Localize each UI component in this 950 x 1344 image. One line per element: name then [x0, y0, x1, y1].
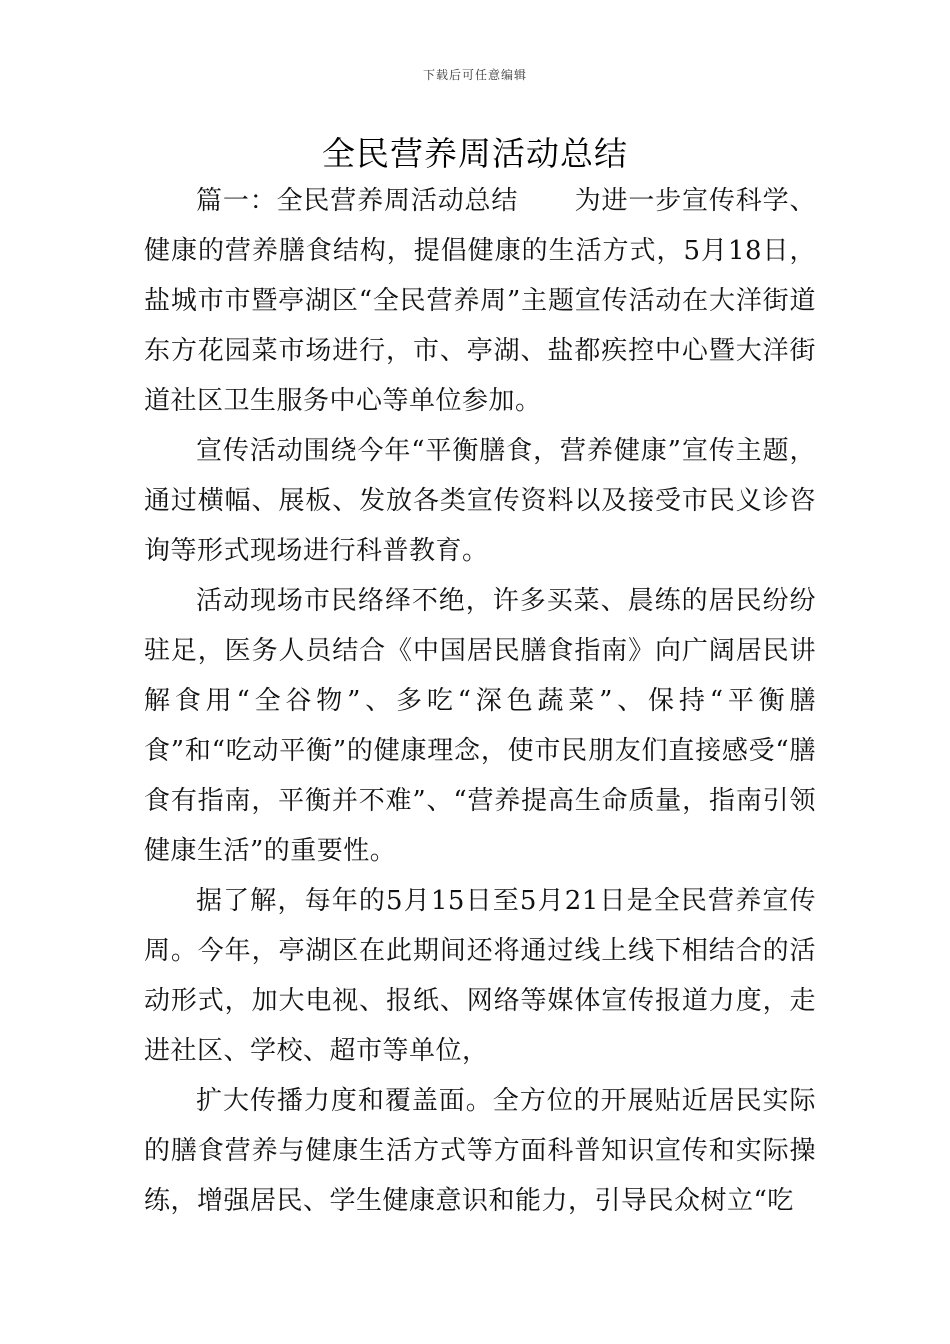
paragraph-5: 扩大传播力度和覆盖面。全方位的开展贴近居民实际的膳食营养与健康生活方式等方面科普知识宣传和实际操练，增强居民、学生健康意识和能力，引导民众树立“吃 — [144, 1086, 816, 1216]
paragraph-text: 为进一步宣传科学、健康的营养膳食结构，提倡健康的生活方式，5月18日，盐城市市暨亭湖区“全民营养周”主题宣传活动在大洋街道东方花园菜市场进行，市、亭湖、盐都疾控中心暨大洋街道社区卫生服务中心等单位参加。 — [144, 186, 816, 416]
document-body — [144, 176, 816, 1226]
paragraph-lead: 篇一：全民营养周活动总结 — [196, 186, 519, 216]
header-note: 下载后可任意编辑 — [422, 68, 527, 82]
paragraph-2: 宣传活动围绕今年“平衡膳食，营养健康”宣传主题，通过横幅、展板、发放各类宣传资料以及接受市民义诊咨询等形式现场进行科普教育。 — [144, 436, 816, 566]
paragraph-4: 据了解，每年的5月15日至5月21日是全民营养宣传周。今年，亭湖区在此期间还将通过线上线下相结合的活动形式，加大电视、报纸、网络等媒体宣传报道力度，走进社区、学校、超市等单位， — [144, 886, 816, 1066]
paragraph-3: 活动现场市民络绎不绝，许多买菜、晨练的居民纷纷驻足，医务人员结合《中国居民膳食指南》向广阔居民讲解食用“全谷物”、多吃“深色蔬菜”、保持“平衡膳食”和“吃动平衡”的健康理念，使市民朋友们直接感受“膳食有指南，平衡并不难”、“营养提高生命质量，指南引领健康生活”的重要性。 — [144, 586, 816, 866]
document-title: 全民营养周活动总结 — [322, 134, 628, 173]
paragraph-1 — [144, 176, 816, 426]
